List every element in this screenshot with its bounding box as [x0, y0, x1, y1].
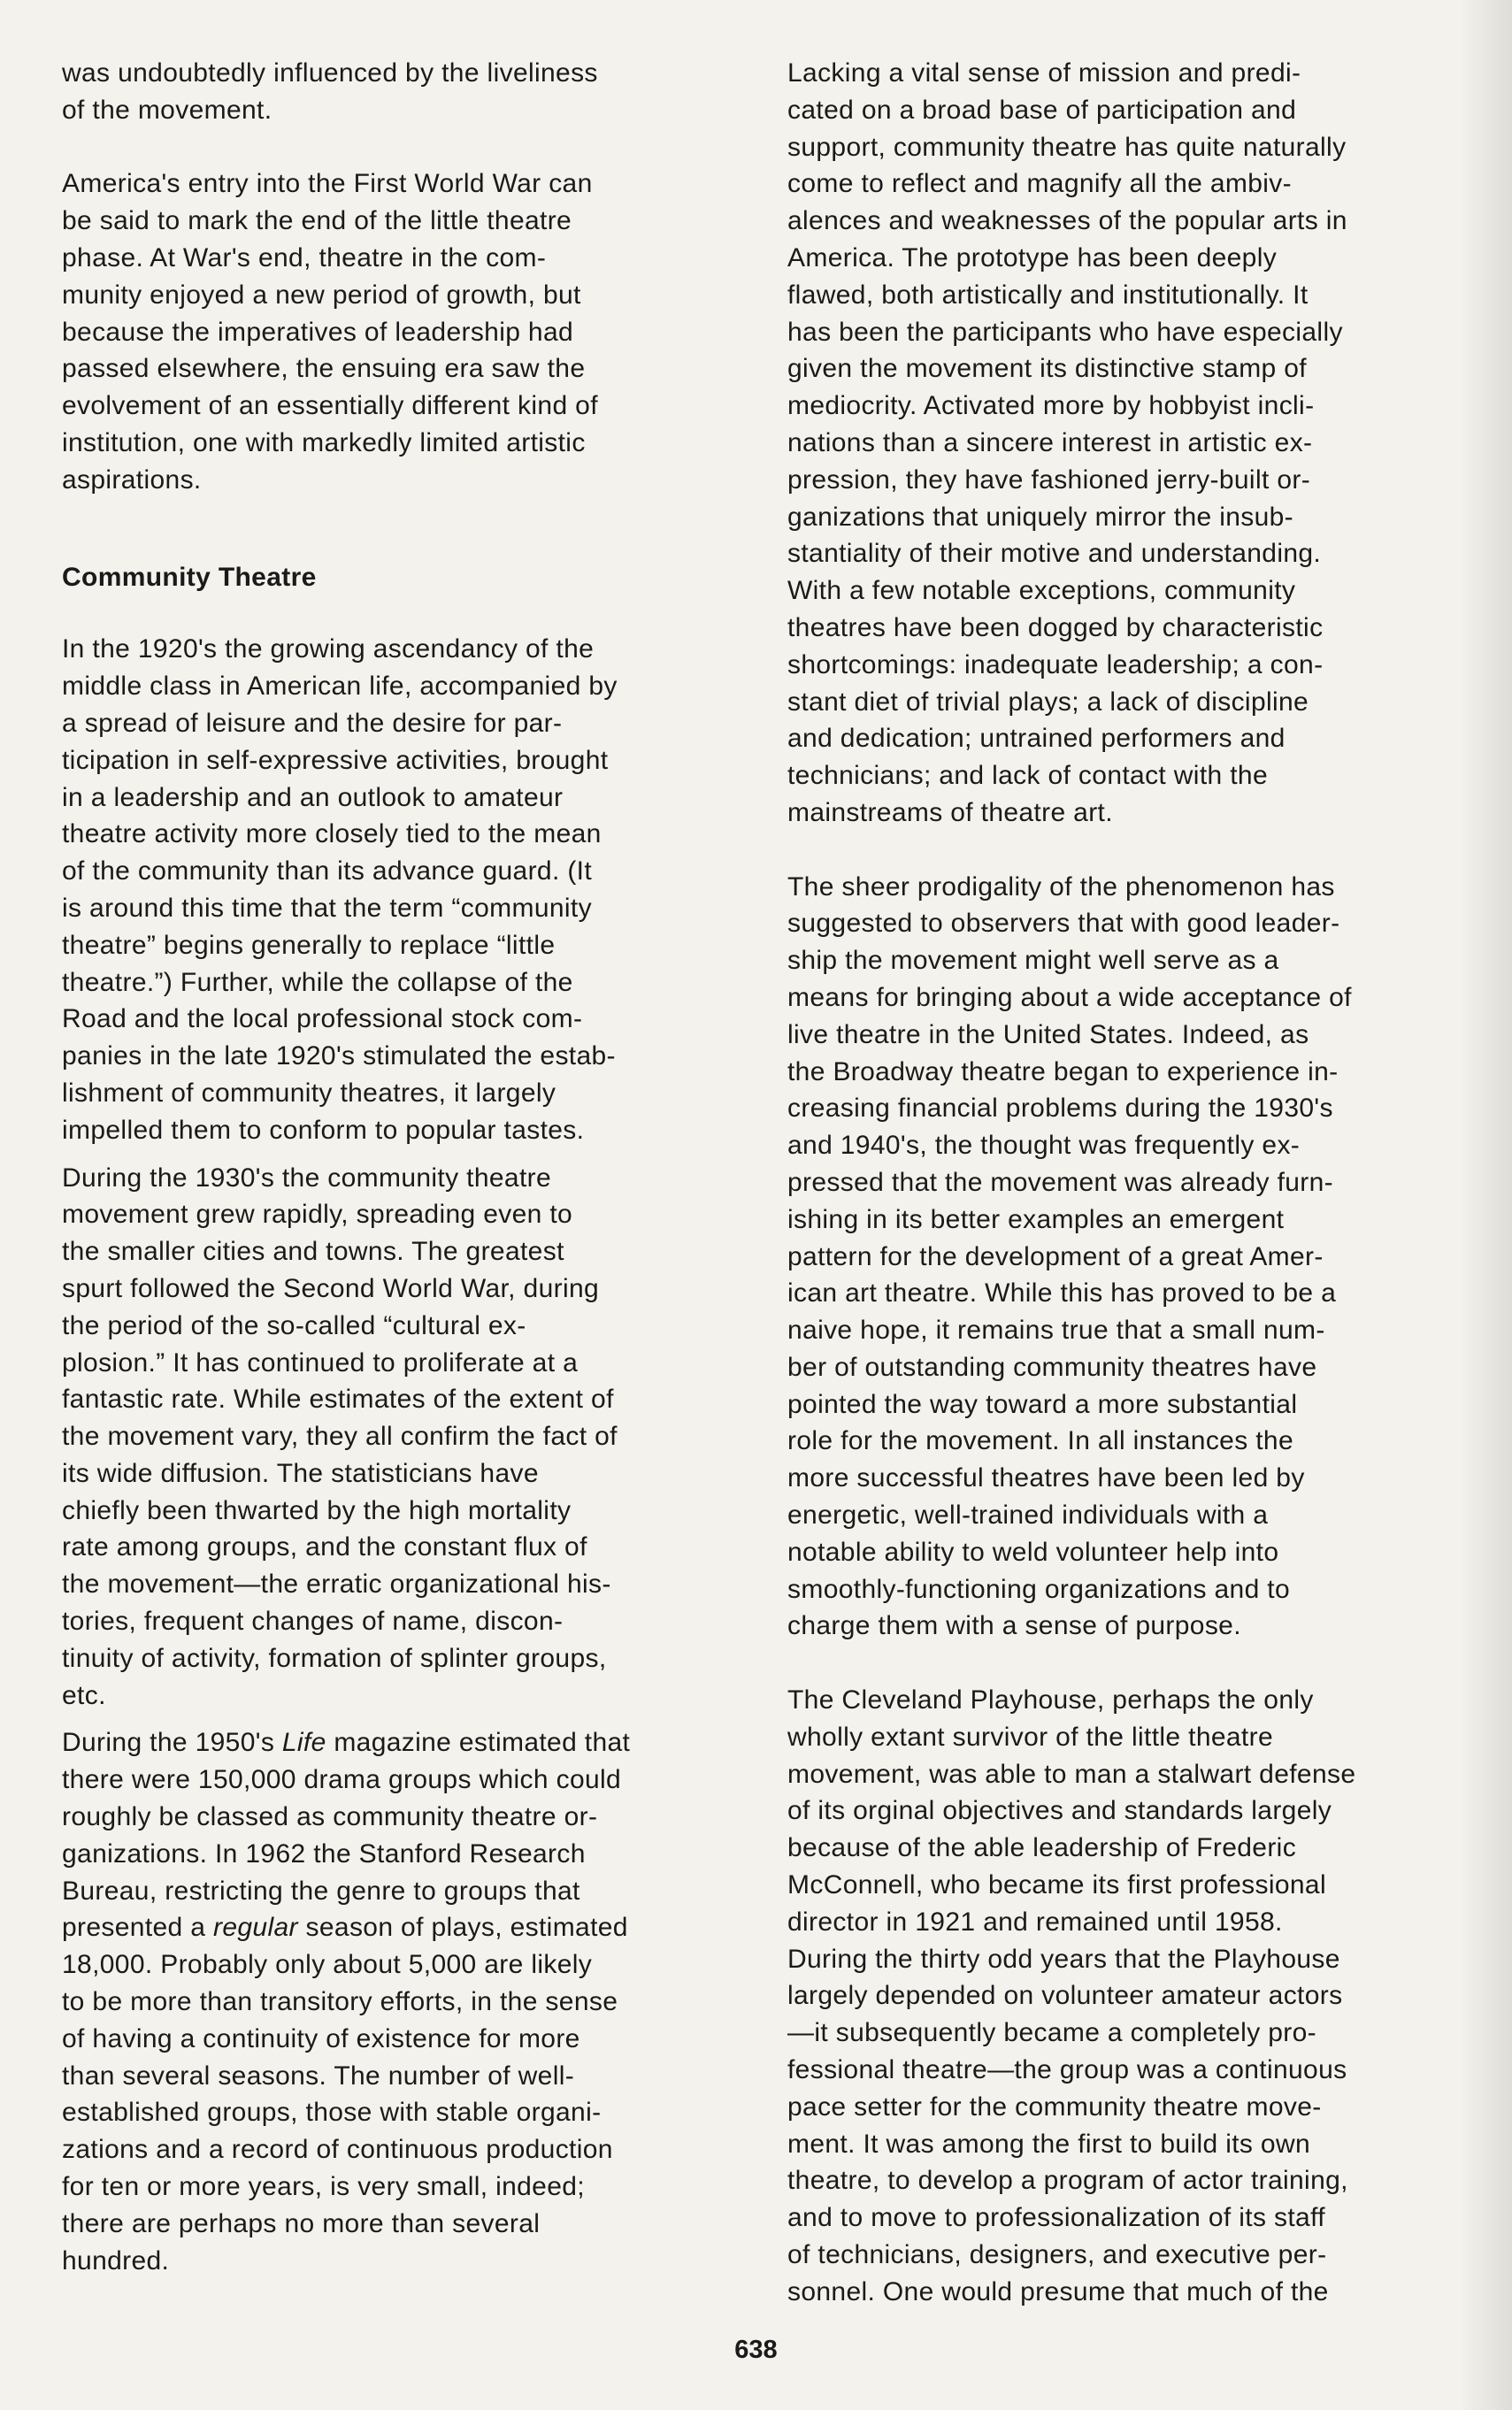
text-line: mainstreams of theatre art.	[787, 797, 1113, 827]
text-line: aspirations.	[62, 464, 202, 495]
text-line: there were 150,000 drama groups which could	[62, 1765, 622, 1795]
text-line: wholly extant survivor of the little theatre	[787, 1722, 1273, 1752]
text-line: ishing in its better examples an emergent	[787, 1204, 1285, 1234]
paragraph-1950s	[62, 1724, 717, 2279]
text-line: plosion.” It has continued to proliferate at a	[62, 1347, 579, 1378]
text-line: of having a continuity of existence for more	[62, 2023, 580, 2053]
text-line: pressed that the movement was already furn-	[787, 1167, 1334, 1197]
text-line: theatre” begins generally to replace “little	[62, 930, 556, 960]
text-line: than several seasons. The number of well-	[62, 2061, 575, 2091]
text-line: The sheer prodigality of the phenomenon has	[787, 871, 1335, 902]
italic-title-life: Life	[281, 1728, 326, 1758]
text-line: munity enjoyed a new period of growth, but	[62, 280, 581, 310]
text-line: spurt followed the Second World War, during	[62, 1273, 600, 1303]
text-line: more successful theatres have been led by	[787, 1463, 1305, 1493]
text-line: established groups, those with stable organi-	[62, 2098, 602, 2128]
text-line: chiefly been thwarted by the high mortality	[62, 1495, 572, 1525]
text-line: pattern for the development of a great Amer-	[787, 1241, 1324, 1271]
text-line: director in 1921 and remained until 1958.	[787, 1907, 1283, 1937]
text-line: role for the movement. In all instances the	[787, 1426, 1293, 1456]
text-line: passed elsewhere, the ensuing era saw the	[62, 354, 586, 384]
text-line: pression, they have fashioned jerry-built or-	[787, 464, 1311, 495]
text-line: of the movement.	[62, 95, 272, 125]
text-line: Road and the local professional stock com-	[62, 1004, 583, 1034]
text-line: sonnel. One would presume that much of the	[787, 2276, 1329, 2306]
paragraph-first-world-war	[62, 165, 717, 498]
text-line: come to reflect and magnify all the ambiv-	[787, 169, 1292, 199]
text-line: because the imperatives of leadership had	[62, 317, 574, 347]
text-line: largely depended on volunteer amateur actors	[787, 1981, 1343, 2011]
right-column	[787, 55, 1460, 2311]
text-line: middle class in American life, accompanied by	[62, 672, 618, 702]
text-line: of technicians, designers, and executive per-	[787, 2240, 1327, 2270]
text-line: Bureau, restricting the genre to groups that	[62, 1876, 580, 1906]
text-line: to be more than transitory efforts, in the sense	[62, 1987, 618, 2017]
text-run: During the 1950's	[62, 1728, 282, 1758]
text-line: roughly be classed as community theatre or-	[62, 1802, 598, 1832]
text-line: ber of outstanding community theatres have	[787, 1352, 1317, 1382]
text-line: support, community theatre has quite naturally	[787, 132, 1347, 162]
text-line: charge them with a sense of purpose.	[787, 1611, 1241, 1641]
text-line: With a few notable exceptions, community	[787, 576, 1296, 606]
text-line: live theatre in the United States. Indeed, as	[787, 1019, 1309, 1049]
text-line: the Broadway theatre began to experience in-	[787, 1056, 1339, 1086]
text-line: America's entry into the First World War can	[62, 169, 593, 199]
text-line: rate among groups, and the constant flux of	[62, 1532, 587, 1562]
paragraph-prodigality	[787, 869, 1460, 1646]
text-line: was undoubtedly influenced by the liveliness	[62, 58, 598, 88]
text-line: ment. It was among the first to build its own	[787, 2129, 1311, 2159]
text-line: and 1940's, the thought was frequently ex-	[787, 1131, 1301, 1161]
text-line: the movement vary, they all confirm the fact of	[62, 1422, 618, 1452]
text-line	[62, 1724, 717, 1761]
text-line: theatre activity more closely tied to the mean	[62, 819, 602, 849]
text-line: movement grew rapidly, spreading even to	[62, 1200, 573, 1230]
text-line: institution, one with markedly limited artistic	[62, 427, 586, 457]
text-line: pointed the way toward a more substantial	[787, 1389, 1298, 1419]
text-line: hundred.	[62, 2245, 170, 2276]
text-line: lishment of community theatres, it largely	[62, 1078, 556, 1108]
text-line: theatre, to develop a program of actor training,	[787, 2166, 1348, 2196]
text-line: stantiality of their motive and understanding.	[787, 539, 1322, 569]
text-line	[62, 1909, 717, 1946]
text-line: tories, frequent changes of name, discon-	[62, 1607, 564, 1637]
text-line: movement, was able to man a stalwart defense	[787, 1759, 1356, 1789]
text-line: there are perhaps no more than several	[62, 2208, 541, 2238]
text-run: magazine estimated that	[326, 1728, 631, 1758]
text-line: given the movement its distinctive stamp of	[787, 354, 1307, 384]
page-edge-shadow	[1459, 0, 1512, 2410]
text-line: impelled them to conform to popular tastes.	[62, 1115, 585, 1145]
text-line: creasing financial problems during the 1930's	[787, 1094, 1333, 1124]
text-line: cated on a broad base of participation and	[787, 95, 1297, 125]
text-line: theatre.”) Further, while the collapse of the	[62, 967, 573, 997]
text-line: the movement—the erratic organizational his-	[62, 1570, 611, 1600]
text-line: ganizations that uniquely mirror the insub-	[787, 502, 1294, 532]
text-line: smoothly-functioning organizations and to	[787, 1574, 1291, 1604]
text-line: and dedication; untrained performers and	[787, 724, 1286, 754]
text-line: phase. At War's end, theatre in the com-	[62, 242, 547, 272]
text-line: the smaller cities and towns. The greatest	[62, 1237, 564, 1267]
paragraph-cleveland-playhouse	[787, 1682, 1460, 2311]
text-line: During the thirty odd years that the Playhouse	[787, 1944, 1340, 1974]
text-line: the period of the so-called “cultural ex-	[62, 1310, 526, 1340]
text-line: zations and a record of continuous production	[62, 2135, 613, 2165]
text-line: be said to mark the end of the little theatre	[62, 206, 572, 236]
text-line: alences and weaknesses of the popular arts in	[787, 206, 1347, 236]
text-line: of the community than its advance guard. (It	[62, 856, 593, 886]
text-line: —it subsequently became a completely pro-	[787, 2018, 1316, 2048]
text-line: means for bringing about a wide acceptance of	[787, 982, 1352, 1012]
paragraph-lacking-mission	[787, 55, 1460, 832]
italic-word-regular: regular	[213, 1913, 298, 1943]
left-column	[62, 55, 717, 2279]
text-line: technicians; and lack of contact with the	[787, 761, 1268, 791]
text-line: etc.	[62, 1680, 106, 1710]
text-line: a spread of leisure and the desire for par-	[62, 708, 563, 738]
text-line: for ten or more years, is very small, indeed;	[62, 2172, 585, 2202]
text-run: season of plays, estimated	[297, 1913, 628, 1943]
text-line: McConnell, who became its first professional	[787, 1870, 1326, 1900]
paragraph-intro-continued	[62, 55, 717, 129]
text-line: is around this time that the term “community	[62, 893, 592, 923]
text-line: because of the able leadership of Frederic	[787, 1833, 1297, 1863]
text-line: and to move to professionalization of its staff	[787, 2203, 1325, 2233]
text-line: fessional theatre—the group was a continuous	[787, 2055, 1347, 2085]
text-line: energetic, well-trained individuals with a	[787, 1500, 1269, 1531]
text-line: suggested to observers that with good leader-	[787, 909, 1340, 939]
text-line: tinuity of activity, formation of splinter groups,	[62, 1643, 607, 1673]
paragraph-1930s	[62, 1160, 717, 1715]
text-line: panies in the late 1920's stimulated the estab-	[62, 1041, 616, 1071]
page-number: 638	[734, 2336, 778, 2364]
text-line: During the 1930's the community theatre	[62, 1163, 552, 1193]
text-line: The Cleveland Playhouse, perhaps the only	[787, 1685, 1314, 1715]
paragraph-1920s	[62, 631, 717, 1148]
text-line: theatres have been dogged by characteristic	[787, 612, 1324, 642]
text-line: pace setter for the community theatre move-	[787, 2091, 1322, 2122]
text-line: ganizations. In 1962 the Stanford Research	[62, 1838, 586, 1869]
text-line: notable ability to weld volunteer help into	[787, 1537, 1279, 1567]
text-line: Lacking a vital sense of mission and predi-	[787, 58, 1301, 88]
text-line: its wide diffusion. The statisticians have	[62, 1458, 539, 1488]
text-line: of its orginal objectives and standards largely	[787, 1796, 1332, 1826]
text-line: stant diet of trivial plays; a lack of discipline	[787, 687, 1309, 717]
text-line: In the 1920's the growing ascendancy of the	[62, 634, 595, 664]
text-line: 18,000. Probably only about 5,000 are likely	[62, 1950, 593, 1980]
text-line: mediocrity. Activated more by hobbyist incli-	[787, 391, 1315, 421]
text-line: shortcomings: inadequate leadership; a con-	[787, 649, 1324, 679]
text-line: ican art theatre. While this has proved to be a	[787, 1278, 1337, 1309]
text-line: in a leadership and an outlook to amateur	[62, 782, 564, 812]
text-line: ship the movement might well serve as a	[787, 946, 1279, 976]
text-run: presented a	[62, 1913, 213, 1943]
text-line: fantastic rate. While estimates of the extent of	[62, 1385, 614, 1415]
text-line: nations than a sincere interest in artistic ex-	[787, 427, 1313, 457]
text-line: America. The prototype has been deeply	[787, 242, 1278, 272]
text-line: naive hope, it remains true that a small num-	[787, 1316, 1325, 1346]
section-heading: Community Theatre	[62, 562, 317, 592]
text-line: flawed, both artistically and institutionally. It	[787, 280, 1309, 310]
text-line: has been the participants who have especially	[787, 317, 1343, 347]
text-line: evolvement of an essentially different kind of	[62, 391, 598, 421]
text-line: ticipation in self-expressive activities, brought	[62, 745, 609, 775]
